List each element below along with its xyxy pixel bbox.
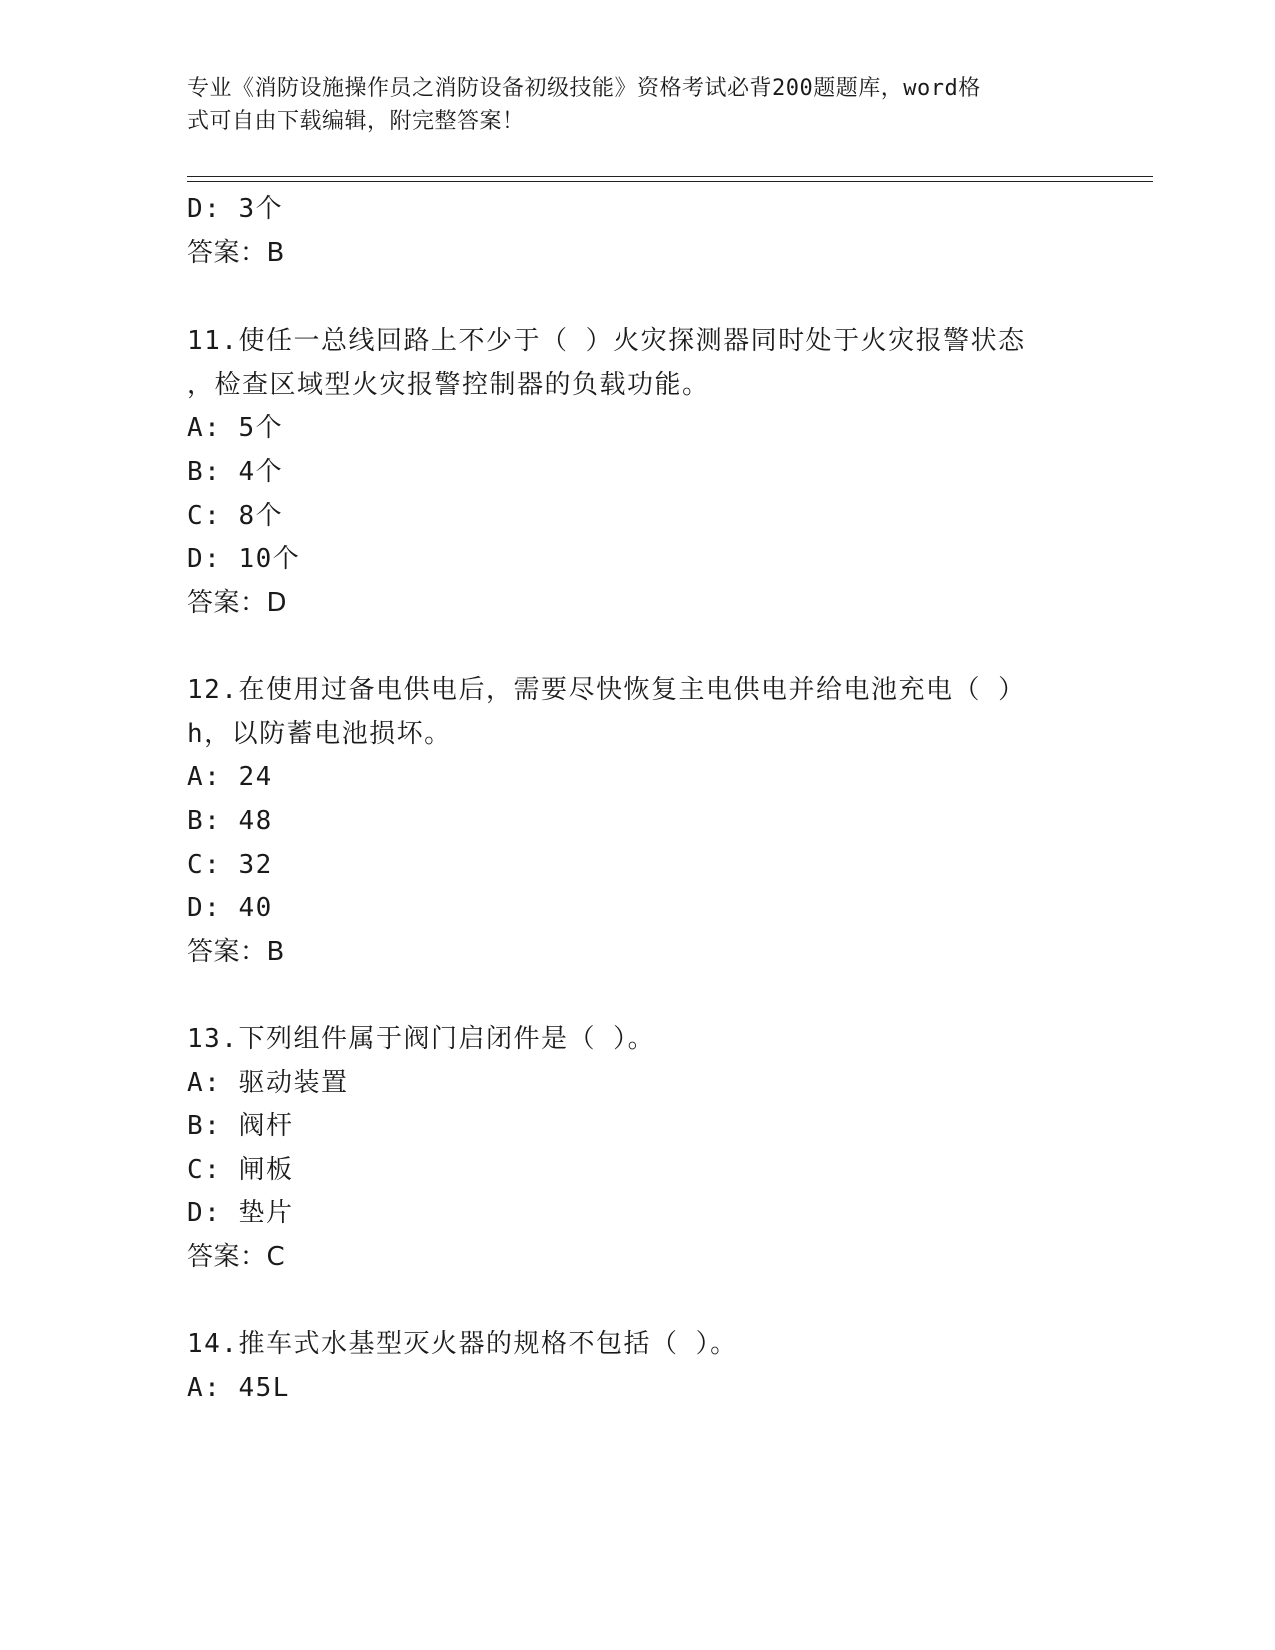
q12-stem-line-1: 12.在使用过备电供电后，需要尽快恢复主电供电并给电池充电（ ）	[187, 675, 1026, 705]
q11-option-b: B: 4个	[187, 457, 284, 487]
q13-option-a: A: 驱动装置	[187, 1068, 349, 1098]
q12-answer: 答案：B	[187, 937, 285, 967]
q11-option-a: A: 5个	[187, 413, 284, 443]
q11-stem-line-2: ，检查区域型火灾报警控制器的负载功能。	[187, 370, 710, 400]
prev-question-option-d: D: 3个	[187, 194, 284, 224]
q12-option-d: D: 40	[187, 893, 273, 923]
document-header	[187, 72, 1067, 138]
q13-option-d: D: 垫片	[187, 1198, 294, 1228]
q12-option-b: B: 48	[187, 806, 273, 836]
q12-option-a: A: 24	[187, 762, 273, 792]
q11-answer: 答案：D	[187, 588, 288, 618]
q12-option-c: C: 32	[187, 850, 273, 880]
q12-stem-line-2: h，以防蓄电池损坏。	[187, 719, 452, 749]
header-title-line-1: 专业《消防设施操作员之消防设备初级技能》资格考试必背200题题库，word格	[187, 76, 981, 101]
q13-stem-line-1: 13.下列组件属于阀门启闭件是（ ）。	[187, 1024, 656, 1054]
header-title-line-2: 式可自由下载编辑，附完整答案！	[187, 109, 525, 134]
q13-option-b: B: 阀杆	[187, 1111, 294, 1141]
prev-question-answer: 答案：B	[187, 238, 285, 268]
q11-option-c: C: 8个	[187, 501, 284, 531]
header-divider-bottom	[187, 181, 1153, 182]
q14-stem-line-1: 14.推车式水基型灭火器的规格不包括（ ）。	[187, 1329, 738, 1359]
q11-option-d: D: 10个	[187, 544, 301, 574]
q13-answer: 答案：C	[187, 1242, 286, 1272]
q13-option-c: C: 闸板	[187, 1155, 294, 1185]
q14-option-a: A: 45L	[187, 1373, 290, 1403]
q11-stem-line-1: 11.使任一总线回路上不少于（ ）火灾探测器同时处于火灾报警状态	[187, 326, 1026, 356]
header-divider-top	[187, 176, 1153, 177]
